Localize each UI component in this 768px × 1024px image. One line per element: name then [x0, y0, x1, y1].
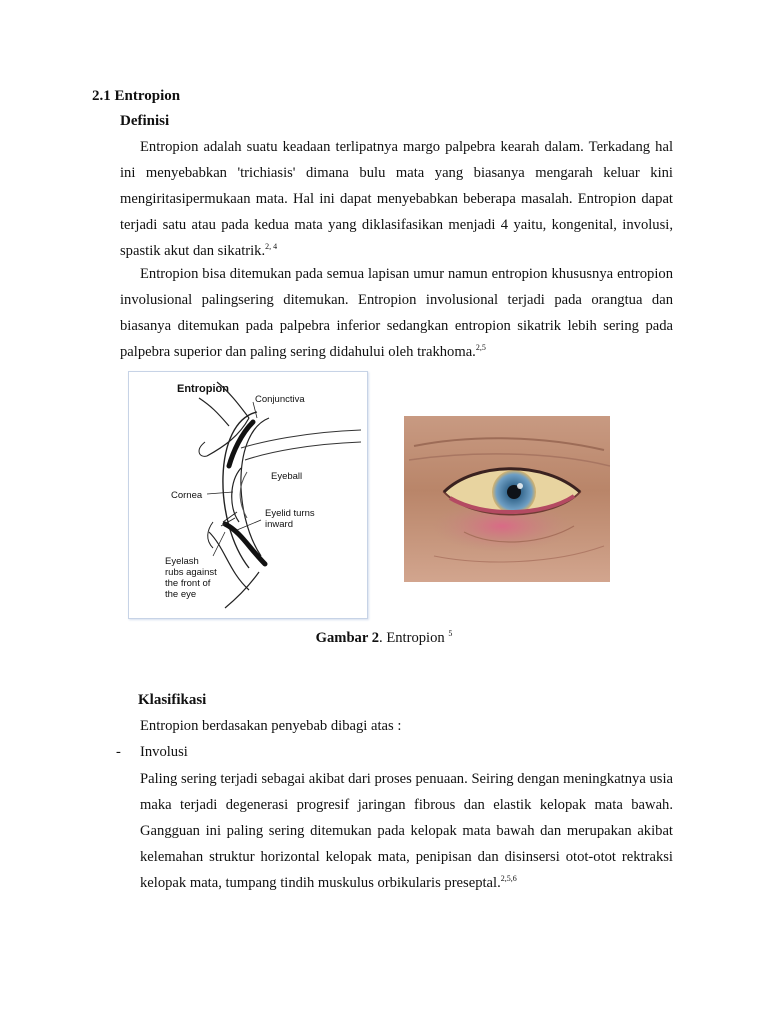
label-eyelash-1: Eyelash — [165, 556, 199, 567]
reference-superscript: 2,5,6 — [500, 874, 517, 883]
reference-superscript: 2,5 — [475, 343, 486, 352]
definisi-paragraph-2-text: Entropion bisa ditemukan pada semua lapisan umur namun entropion khususnya entropion involusional palingsering ditemukan. Entropion involusional terjadi pada orangtua dan biasanya ditemukan pada palpebra inferior sedangkan entropion sikatrik lebih sering pada palpebra superior dan paling sering didahului oleh trakhoma. — [120, 266, 673, 360]
reference-superscript: 5 — [448, 629, 453, 638]
definisi-paragraph-1 — [120, 134, 673, 264]
definisi-paragraph-2 — [120, 261, 673, 365]
figure-caption — [0, 630, 768, 647]
label-eyeball: Eyeball — [271, 471, 303, 482]
item-involusi-title: Involusi — [140, 744, 188, 760]
entropion-diagram-drawing — [129, 372, 367, 618]
eye-photo-illustration — [404, 416, 610, 582]
item-involusi-text: Paling sering terjadi sebagai akibat dari proses penuaan. Seiring dengan meningkatnya usia maka terjadi degenerasi progresif jaringan fibrous dan elastik kelopak mata bawah. Gangguan ini paling sering ditemukan pada kelopak mata bawah dan merupakan akibat kelemahan struktur horizontal kelopak mata, penipisan dan disinsersi otot-otot rektraksi kelopak mata, tumpang tindih muskulus orbikularis preseptal. — [140, 771, 673, 891]
label-eyelash-2: rubs against — [165, 567, 217, 578]
reference-superscript: 2, 4 — [265, 242, 278, 251]
caption-text: . Entropion — [379, 630, 449, 646]
caption-label: Gambar 2 — [315, 630, 380, 646]
definisi-heading: Definisi — [120, 113, 170, 129]
label-eyelash-4: the eye — [165, 589, 197, 600]
label-eyelid-2: inward — [265, 519, 293, 530]
label-eyelash-3: the front of — [165, 578, 211, 589]
klasifikasi-intro: Entropion berdasakan penyebab dibagi atas : — [140, 718, 402, 734]
klasifikasi-heading: Klasifikasi — [138, 692, 207, 708]
section-title: 2.1 Entropion — [92, 88, 181, 104]
entropion-eye-photo — [404, 416, 610, 582]
diagram-title: Entropion — [177, 383, 229, 395]
entropion-diagram — [128, 371, 368, 619]
label-conjunctiva: Conjunctiva — [255, 394, 305, 405]
item-involusi-paragraph — [140, 766, 673, 896]
label-cornea: Cornea — [171, 490, 203, 501]
label-eyelid-1: Eyelid turns — [265, 508, 315, 519]
bullet-dash: - — [116, 744, 121, 760]
definisi-paragraph-1-text: Entropion adalah suatu keadaan terlipatnya margo palpebra kearah dalam. Terkadang hal ini menyebabkan 'trichiasis' dimana bulu mata yang biasanya mengarah keluar kini mengiritasipermukaan mata. Hal ini dapat menyebabkan beberapa masalah. Entropion dapat terjadi satu atau pada kedua mata yang diklasifasikan menjadi 4 yaitu, kongenital, involusi, spastik akut dan sikatrik. — [120, 139, 673, 259]
